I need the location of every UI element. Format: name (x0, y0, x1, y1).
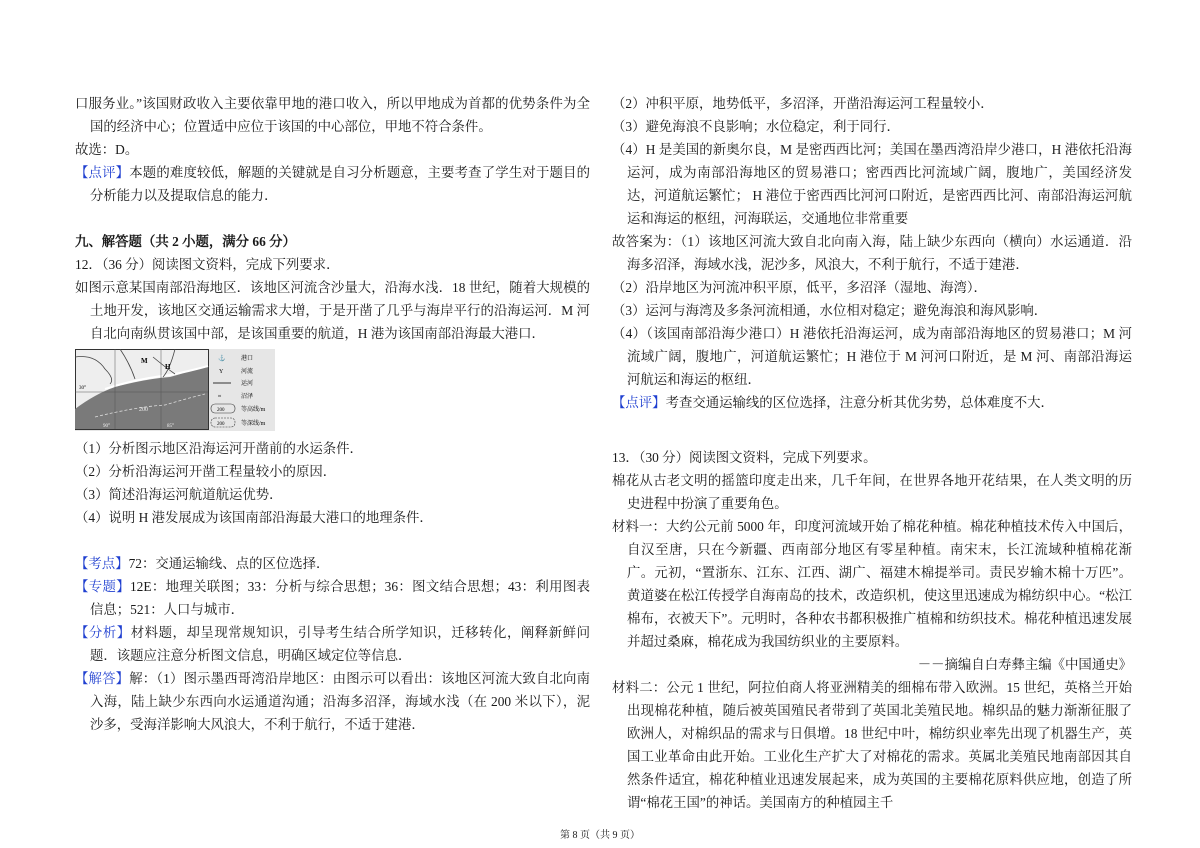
question-1: （1）分析图示地区沿海运河开凿前的水运条件． (75, 441, 363, 456)
jieda-tag: 【解答】 (75, 671, 130, 686)
answer-choice: 故选：D。 (75, 142, 139, 157)
answer-2: （2）冲积平原，地势低平，多沼泽，开凿沿海运河工程量较小． (612, 96, 994, 111)
question-13-intro: 棉花从古老文明的摇篮印度走出来，几千年间，在世界各地开花结果，在人类文明的历史进程中扮演了重要角色。 (612, 473, 1132, 511)
material-2: 材料二：公元 1 世纪，阿拉伯商人将亚洲精美的细棉布带入欧洲。15 世纪，英格兰开始出现棉花种植，随后被英国殖民者带到了英国北美殖民地。棉织品的魅力渐渐征服了欧洲人，对棉织品的需求与日俱增。18 世纪中叶，棉纺织业率先出现了机器生产，英国工业革命由此开始。工业化生产扩大了对棉花的需求。英属北美殖民地南部因其自然条件适宜，棉花种植业迅速发展起来，成为英国的主要棉花原料供应地，创造了所谓“棉花王国”的神话。美国南方的种植园主千 (612, 680, 1132, 810)
map-label-contour: 200 (139, 407, 148, 413)
review-paragraph (75, 161, 590, 207)
legend-swamp: 沼泽 (241, 394, 254, 400)
legend-contour-value: 200 (217, 408, 225, 413)
answer-3: （3）避免海浪不良影响；水位稳定，利于同行． (612, 119, 900, 134)
question-4: （4）说明 H 港发展成为该国南部沿海最大港口的地理条件． (75, 510, 433, 525)
review-tag: 【点评】 (75, 165, 130, 180)
question-12-title: 12．（36 分）阅读图文资料，完成下列要求． (75, 257, 340, 272)
fenxi-paragraph (75, 621, 590, 667)
zhuanti-paragraph (75, 575, 590, 621)
map-label-lon2: 85° (167, 424, 174, 429)
legend-isobath-value: 200 (217, 422, 225, 427)
map-label-m: M (141, 357, 148, 365)
final-answer-4: （4）（该国南部沿海少港口）H 港依托沿海运河，成为南部沿海地区的贸易港口；M 河流域广阔，腹地广，河道航运繁忙；H 港位于 M 河河口附近，是 M 河、南部沿海运河航运和海运的枢纽． (612, 326, 1132, 387)
kaodian-text: 72：交通运输线、点的区位选择． (128, 556, 330, 571)
kaodian-tag: 【考点】 (75, 556, 129, 571)
right-column (612, 92, 1132, 814)
review-text: 本题的难度较低，解题的关键就是自习分析题意，主要考查了学生对于题目的分析能力以及提取信息的能力． (90, 165, 591, 203)
jieda-paragraph (75, 667, 590, 736)
map-label-lon1: 90° (103, 424, 110, 429)
material-1: 材料一：大约公元前 5000 年，印度河流域开始了棉花种植。棉花种植技术传入中国后，自汉至唐，只在今新疆、西南部分地区有零星种植。南宋末，长江流域种植棉花渐广。元初，“置浙东、江东、江西、湖广、福建木棉提举司。责民岁输木棉十万匹”。黄道婆在松江传授学自海南岛的技术，改造织机，使这里迅速成为棉纺织中心。“松江棉布，衣被天下”。元明时，各种农书都积极推广植棉和纺织技术。棉花种植迅速发展并超过桑麻，棉花成为我国纺织业的主要原料。 (612, 519, 1132, 649)
zhuanti-tag: 【专题】 (75, 579, 130, 594)
legend-river: 河流 (241, 369, 254, 375)
question-2: （2）分析沿海运河开凿工程量较小的原因． (75, 464, 337, 479)
question-13-title: 13．（30 分）阅读图文资料，完成下列要求。 (612, 450, 877, 465)
legend-port-icon: ⚓ (218, 356, 226, 362)
jieda-text: 解：（1）图示墨西哥湾沿岸地区：由图示可以看出：该地区河流大致自北向南入海，陆上缺少东西向水运通道沟通；沿海多沼泽，海域水浅（在 200 米以下），泥沙多，受海洋影响大风浪大，不利于航行，不适于建港． (90, 671, 591, 732)
legend-river-icon: Y (219, 369, 224, 375)
map-label-h: H (165, 363, 171, 371)
fenxi-text: 材料题，却呈现常规知识，引导考生结合所学知识，迁移转化，阐释新鲜问题．该题应注意分析图文信息，明确区域定位等信息． (90, 625, 590, 663)
section-heading: 九、解答题（共 2 小题，满分 66 分） (75, 234, 296, 249)
question-12-intro: 如图示意某国南部沿海地区．该地区河流含沙量大，沿海水浅．18 世纪，随着大规模的土地开发，该地区交通运输需求大增，于是开凿了几乎与海岸平行的沿海运河．M 河自北向南纵贯该国中部，是该国重要的航道，H 港为该国南部沿海最大港口． (75, 280, 590, 341)
material-1-source: －－摘编自白寿彝主编《中国通史》 (917, 657, 1132, 672)
paragraph-continuation: 口服务业。”该国财政收入主要依靠甲地的港口收入，所以甲地成为首都的优势条件为全国的经济中心；位置适中应位于该国的中心部位，甲地不符合条件。 (75, 96, 590, 134)
kaodian-paragraph (75, 552, 590, 575)
review-text-2: 考查交通运输线的区位选择，注意分析其优劣势，总体难度不大． (665, 395, 1054, 410)
legend-port: 港口 (241, 356, 254, 362)
page-footer: 第 8 页（共 9 页） (560, 830, 640, 841)
fenxi-tag: 【分析】 (75, 625, 131, 640)
left-column (75, 92, 590, 736)
legend-contour: 等高线/m (241, 407, 266, 413)
final-answer-3: （3）运河与海湾及多条河流相通，水位相对稳定；避免海浪和海风影响． (612, 303, 1048, 318)
question-3: （3）简述沿海运河航道航运优势． (75, 487, 283, 502)
final-answer-2: （2）沿岸地区为河流冲积平原，低平，多沼泽（湿地、海湾）． (612, 280, 987, 295)
zhuanti-text: 12E：地理关联图；33：分析与综合思想；36：图文结合思想；43：利用图表信息；521：人口与城市． (90, 579, 591, 617)
answer-4: （4）H 是美国的新奥尔良，M 是密西西比河；美国在墨西湾沿岸少港口，H 港依托沿海运河，成为南部沿海地区的贸易港口；密西西比河流域广阔，腹地广，美国经济发达，河道航运繁忙； H 港位于密西西比河河口附近，是密西西比河、南部沿海运河航运和海运的枢纽，河海联运，交通地位非常重要 (612, 142, 1132, 226)
legend-swamp-icon: ≈ (218, 394, 222, 400)
map-label-lat: 30° (79, 386, 86, 391)
final-answer-1: 故答案为：（1）该地区河流大致自北向南入海，陆上缺少东西向（横向）水运通道．沿海多沼泽，海域水浅，泥沙多，风浪大，不利于航行，不适于建港． (612, 234, 1132, 272)
review-paragraph-2 (612, 391, 1132, 414)
legend-isobath: 等深线/m (241, 421, 266, 427)
review-tag-2: 【点评】 (612, 395, 666, 410)
coastal-map-figure (75, 349, 275, 431)
legend-canal: 运河 (241, 381, 254, 387)
